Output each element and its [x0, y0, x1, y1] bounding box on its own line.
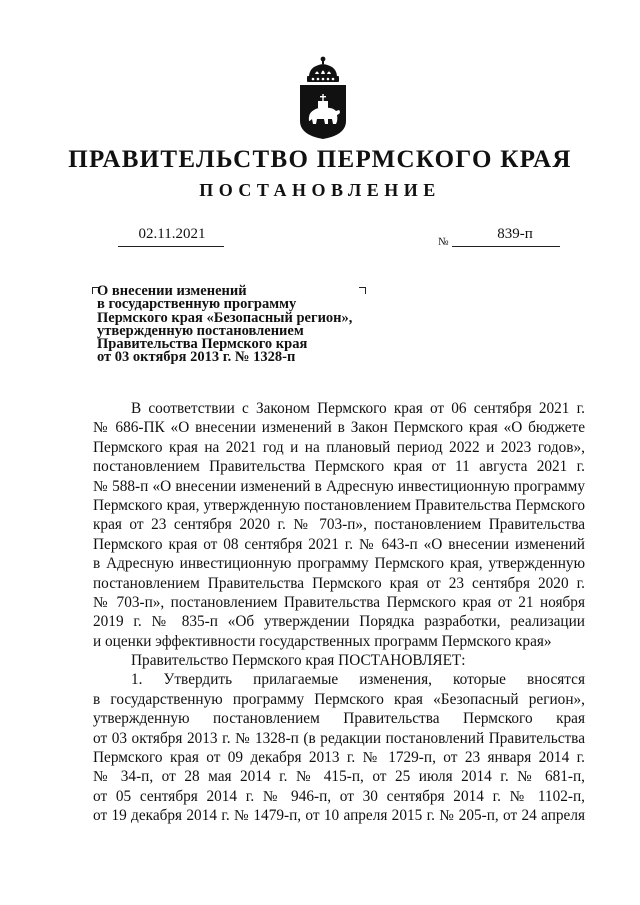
subject-corner-right-mark	[359, 287, 366, 294]
subject-line: О внесении изменений	[97, 283, 247, 299]
number-underline	[452, 246, 560, 247]
body-line: в государственную программу Пермского края «Безопасный регион»,	[93, 690, 585, 708]
document-subject	[97, 285, 352, 365]
body-line: 1. Утвердить прилагаемые изменения, которые вносятся	[131, 671, 585, 689]
coat-of-arms-emblem	[295, 55, 351, 140]
body-line: от 19 декабря 2014 г. № 1479-п, от 10 апреля 2015 г. № 205-п, от 24 апреля	[93, 807, 585, 825]
body-line: от 03 октября 2013 г. № 1328-п (в редакции постановлений Правительства	[93, 729, 585, 747]
subject-line: утвержденную постановлением	[97, 322, 304, 339]
body-line: от 05 сентября 2014 г. № 946-п, от 30 сентября 2014 г. № 1102-п,	[93, 787, 585, 805]
subject-line: в государственную программу	[97, 296, 297, 313]
body-line: В соответствии с Законом Пермского края от 06 сентября 2021 г.	[131, 400, 585, 417]
body-line: Пермского края от 08 сентября 2021 г. № 643-п «О внесении изменений	[93, 535, 585, 553]
subject-line: Пермского края «Безопасный регион»,	[97, 309, 353, 326]
body-line: в Адресную инвестиционную программу Пермского края, утвержденную	[93, 555, 585, 573]
body-line: 2019 г. № 835-п «Об утверждении Порядка разработки, реализации	[93, 613, 585, 631]
body-line: постановлением Правительства Пермского края от 11 августа 2021 г.	[93, 458, 585, 476]
body-line: и оценки эффективности государственных программ Пермского края»	[93, 632, 552, 650]
document-number: 839-п	[497, 226, 533, 242]
body-line: № 34-п, от 28 мая 2014 г. № 415-п, от 25 июля 2014 г. № 681-п,	[93, 768, 585, 786]
document-body	[93, 399, 585, 826]
government-title: ПРАВИТЕЛЬСТВО ПЕРМСКОГО КРАЯ	[68, 146, 572, 173]
document-type: ПОСТАНОВЛЕНИЕ	[199, 180, 441, 200]
body-line: № 703-п», постановлением Правительства Пермского края от 21 ноября	[93, 593, 585, 611]
body-line: утвержденную постановлением Правительства Пермского края	[93, 710, 585, 728]
body-line: Пермского края на 2021 год и на плановый период 2022 и 2023 годов»,	[93, 438, 585, 456]
subject-line: от 03 октября 2013 г. № 1328-п	[97, 349, 296, 366]
body-line: Правительство Пермского края ПОСТАНОВЛЯЕТ:	[131, 652, 466, 670]
body-line: № 686-ПК «О внесении изменений в Закон Пермского края «О бюджете	[93, 419, 585, 437]
subject-line: Правительства Пермского края	[97, 336, 308, 353]
number-sign: №	[438, 236, 449, 248]
body-line: № 588-п «О внесении изменений в Адресную инвестиционную программу	[93, 477, 585, 495]
body-line: Пермского края от 09 декабря 2013 г. № 1729-п, от 23 января 2014 г.	[93, 749, 585, 767]
body-line: Пермского края, утвержденную постановлением Правительства Пермского	[93, 496, 585, 514]
body-line: края от 23 сентября 2020 г. № 703-п», постановлением Правительства	[93, 516, 585, 534]
document-date: 02.11.2021	[138, 226, 206, 242]
body-line: постановлением Правительства Пермского края от 23 сентября 2020 г.	[93, 574, 585, 592]
date-underline	[118, 246, 224, 247]
